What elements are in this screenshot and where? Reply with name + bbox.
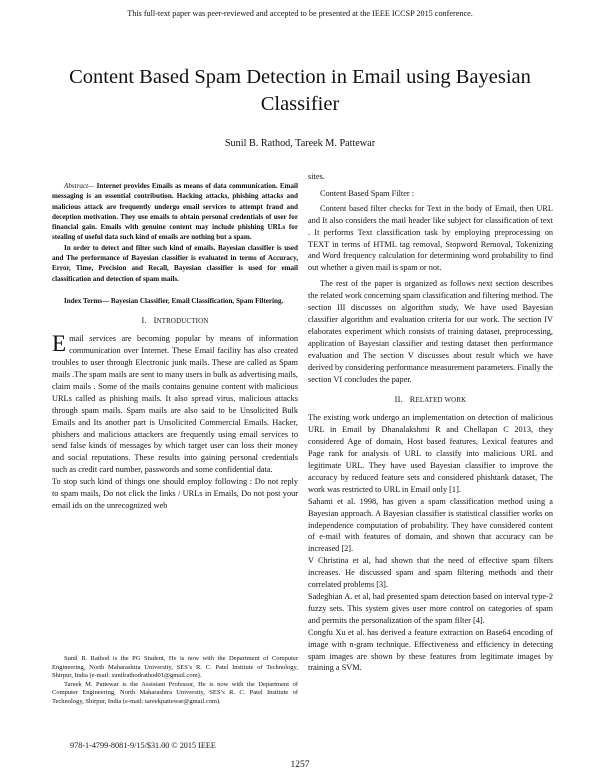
- intro-paragraph-2: To stop such kind of things one should employ following : Do not reply to spam mails, Do not click the links / URLs in Emails, Do not post your email ids on the unrecognized web: [52, 477, 298, 510]
- footnote-author-1: Sunil B. Rathod is the PG Student, He is now with the Department of Computer Engineering, North Maharashtra University, SES’s R. C. Patel Institute of Technology, Shirpur, India (e-mail: sunilrathodrathod01@gmail.com).: [52, 655, 298, 680]
- section-initial: R: [409, 395, 416, 405]
- section-number: II.: [394, 395, 403, 405]
- intro-text-1: mail services are becoming popular by means of information communication over Internet. These Email facility has also created troubles to user through Electronic junk mails. These are called as Spam mails .The spam mails are sent to many users in bulk as advertising mails, claim mails . Some of the mails contains genuine content with malicious URLs called as phishing mails. It also spread virus, malicious attacks through spam mails. Spam mails are also said to be Unsolicited Bulk Emails and Its another part is Unsolicited Commercial Emails. Hacker, phishers and malicious attackers are frequently using email services to send false kinds of messages by which target user can loss their money and social reputations. These results into gaining personal credentials such as credit card number, passwords and some confidential data.: [52, 334, 298, 475]
- section-initial: I: [153, 316, 157, 326]
- related-paragraph-1: The existing work undergo an implementation on detection of malicious URL in Email by Dhanalakshmi R and Chellapan C 2013, they considered Age of domain, Host based features, Lexical features and Page rank for analysis of URL to classify into malicious URL and legitimate URL. They have used Bayesian classifier to improve the accuracy by reduced feature sets and considered phishtank dataset, The work was restricted to URL in Email only [1].: [308, 413, 553, 494]
- content-filter-paragraph: Content based filter checks for Text in the body of Email, then URL and It also considers the mail header like subject for classification of text . It performs Text classification task by employing preprocessing on TEXT in terms of HTML tag removal, Stopword Removal, Tokenizing and Word frequency calculation for determining word probability to find out whether a given mail is spam or not.: [308, 203, 553, 273]
- abstract-label: Abstract—: [64, 182, 95, 190]
- related-paragraph-2: Sahami et al. 1998, has given a spam classification method using a Bayesian approach. A Bayesian classifier is statistical classifier works on independence computation of probability. They have considered content of e-mail with features of domain, and shown that accuracy can be increased [2].: [308, 496, 553, 554]
- drop-cap: E: [52, 331, 67, 357]
- related-paragraph-4: Sadeghian A. et al, had presented spam detection based on interval type-2 fuzzy sets. This system gives user more control on categories of spam and permits the personalization of the spam filter [4].: [308, 592, 553, 625]
- abstract-paragraph-2: In order to detect and filter such kind of emails. Bayesian classifier is used and The performance of Bayesian classifier is evaluated in terms of Accuracy, Error, Time, Precision and Recall, Bayesian classifier is used for email classification and detection of spam mails.: [52, 243, 298, 283]
- abstract-paragraph-1: [52, 181, 298, 243]
- section-title-rest: NTRODUCTION: [156, 318, 209, 326]
- page-number: 1257: [290, 760, 310, 770]
- section-number: I.: [141, 316, 147, 326]
- intro-paragraph-1: [52, 333, 298, 476]
- footnotes: [52, 655, 298, 707]
- footnote-author-2: Tareek M. Pattewar is the Assistant Professor, He is now with the Department of Computer Engineering, North Maharashtra University, SES’s R. C. Patel Institute of Technology, Shirpur, India (e-mail: tareekpattewar@gmail.com).: [52, 680, 298, 705]
- index-terms: Index Terms— Bayesian Classifier, Email Classification, Spam Filtering.: [64, 296, 284, 305]
- conference-notice: This full-text paper was peer-reviewed and accepted to be presented at the IEEE ICCSP 2015 conference.: [127, 9, 473, 18]
- author-line: Sunil B. Rathod, Tareek M. Pattewar: [224, 138, 376, 149]
- left-column: [52, 181, 298, 512]
- section-heading-related-work: [308, 395, 553, 404]
- content-filter-heading: Content Based Spam Filter :: [320, 188, 415, 198]
- related-paragraph-3: V Christina et al, had shown that the need of effective spam filters increases. He discussed spam and spam filtering methods and their correlated problems [3].: [308, 556, 553, 590]
- section-heading-introduction: [52, 316, 298, 325]
- paper-title: Content Based Spam Detection in Email using Bayesian Classifier: [69, 66, 531, 115]
- section-title-rest: ELATED WORK: [415, 397, 467, 405]
- right-column: [308, 171, 553, 674]
- organization-paragraph: The rest of the paper is organized as follows next section describes the related work concerning spam classification and filtering method. The section III discusses on algorithm study, We have used Bayesian classifier algorithm and evaluation criteria for our work. The section IV elaborates experiment which consists of training dataset, preprocessing, application of Bayesian classifier and testing dataset then performance evaluation and The section V discusses about result which we have derived by considering performance measurement parameters. Finally the section VI concludes the paper.: [308, 279, 553, 384]
- isbn-copyright: 978-1-4799-8081-9/15/$31.00 © 2015 IEEE: [70, 741, 216, 750]
- continued-text: sites.: [308, 172, 325, 181]
- related-paragraph-5: Congfu Xu et al. has derived a feature extraction on Base64 encoding of image with n-gram technique. Effectiveness and efficiency in detecting spam images are shown by these features from legitimate images by training a SVM.: [308, 627, 553, 673]
- abstract-text-1: Internet provides Emails as means of data communication. Email messaging is an essential contribution. Hacking attacks, phishing attacks and malicious attack are frequently undergo email services to attempt fraud and deception motivation. They use emails to obtain personal credentials of user for financial gain. Emails with genuine content may include phishing URLs for stealing of useful data such kind of emails are nothing but a spam.: [52, 182, 298, 242]
